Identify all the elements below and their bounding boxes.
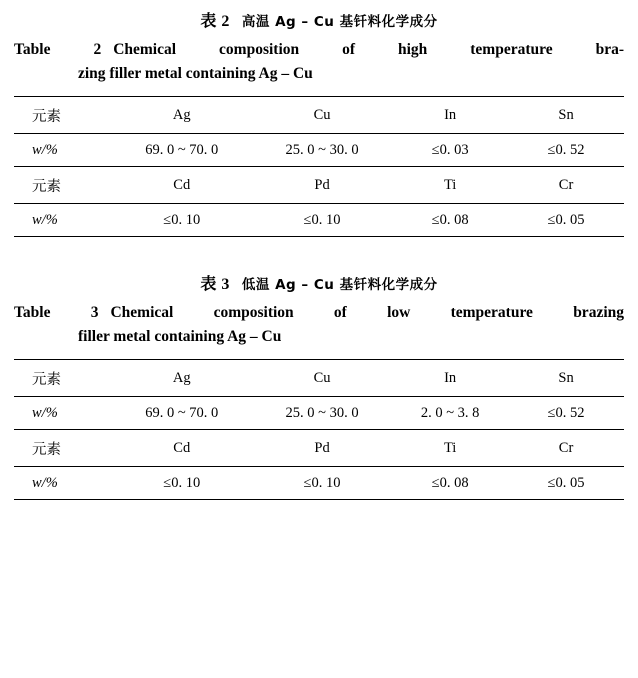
table-row bbox=[14, 467, 624, 500]
table-row bbox=[14, 204, 624, 237]
table-3-row2-cell1: 69. 0 ~ 70. 0 bbox=[112, 397, 252, 430]
table-2-row2-cell4: ≤0. 52 bbox=[508, 134, 624, 167]
table-2-caption-english-line2: zing filler metal containing Ag – Cu bbox=[78, 65, 313, 83]
table-2-caption-english-line1 bbox=[14, 38, 624, 62]
table-3-row2-cell4: ≤0. 52 bbox=[508, 397, 624, 430]
table-3-row3-cell3: Ti bbox=[392, 430, 508, 467]
table-2-row1-cell1: Ag bbox=[112, 97, 252, 134]
table-3-caption-english-line1 bbox=[14, 301, 624, 325]
table-3-row4-cell3: ≤0. 08 bbox=[392, 467, 508, 500]
table-2-caption-english-label: Table 2 bbox=[14, 41, 102, 58]
table-3-caption-english-text1: Chemical composition of low temperature brazing bbox=[110, 304, 624, 322]
table-3 bbox=[14, 359, 624, 500]
table-3-row1-cell1: Ag bbox=[112, 360, 252, 397]
table-block-2 bbox=[14, 10, 624, 237]
table-2-row3-cell3: Ti bbox=[392, 167, 508, 204]
table-3-row3-cell2: Pd bbox=[252, 430, 392, 467]
table-2-row4-cell2: ≤0. 10 bbox=[252, 204, 392, 237]
top-spacer bbox=[14, 0, 624, 10]
table-2-caption-chinese-text: 高温 Ag – Cu 基钎料化学成分 bbox=[241, 14, 438, 30]
table-3-row2-cell3: 2. 0 ~ 3. 8 bbox=[392, 397, 508, 430]
block-gap bbox=[14, 237, 624, 273]
table-2-row2-cell1: 69. 0 ~ 70. 0 bbox=[112, 134, 252, 167]
table-2-row4-label: w/% bbox=[14, 204, 112, 237]
table-2-caption-chinese bbox=[14, 10, 624, 34]
table-2-caption-english-text1: Chemical composition of high temperature bra- bbox=[113, 41, 624, 58]
table-2-row1-cell2: Cu bbox=[252, 97, 392, 134]
table-3-row2-label: w/% bbox=[14, 397, 112, 430]
table-2-row2-label: w/% bbox=[14, 134, 112, 167]
table-3-caption-english-line2: filler metal containing Ag – Cu bbox=[78, 328, 282, 346]
table-2-row2-cell2: 25. 0 ~ 30. 0 bbox=[252, 134, 392, 167]
table-2-row3-cell2: Pd bbox=[252, 167, 392, 204]
table-3-row1-label: 元素 bbox=[14, 360, 112, 397]
table-2-row3-label: 元素 bbox=[14, 167, 112, 204]
table-row bbox=[14, 134, 624, 167]
table-2-row1-cell4: Sn bbox=[508, 97, 624, 134]
table-2-row3-cell4: Cr bbox=[508, 167, 624, 204]
table-2-caption-chinese-number: 表 2 bbox=[200, 13, 230, 30]
table-3-row3-cell1: Cd bbox=[112, 430, 252, 467]
table-2-row4-cell4: ≤0. 05 bbox=[508, 204, 624, 237]
table-3-caption-chinese-text: 低温 Ag – Cu 基钎料化学成分 bbox=[241, 277, 438, 294]
table-3-row4-cell4: ≤0. 05 bbox=[508, 467, 624, 500]
table-3-row3-cell4: Cr bbox=[508, 430, 624, 467]
table-3-row3-label: 元素 bbox=[14, 430, 112, 467]
table-row bbox=[14, 397, 624, 430]
table-2-row4-cell3: ≤0. 08 bbox=[392, 204, 508, 237]
table-3-row4-cell1: ≤0. 10 bbox=[112, 467, 252, 500]
table-row bbox=[14, 97, 624, 134]
table-3-caption-chinese-number: 表 3 bbox=[200, 276, 230, 294]
table-3-caption-english-label: Table 3 bbox=[14, 304, 99, 322]
table-2-row1-label: 元素 bbox=[14, 97, 112, 134]
table-2-row2-cell3: ≤0. 03 bbox=[392, 134, 508, 167]
table-3-row1-cell2: Cu bbox=[252, 360, 392, 397]
table-2-row3-cell1: Cd bbox=[112, 167, 252, 204]
table-block-3 bbox=[14, 273, 624, 500]
table-3-row1-cell4: Sn bbox=[508, 360, 624, 397]
table-3-row4-label: w/% bbox=[14, 467, 112, 500]
table-row bbox=[14, 430, 624, 467]
table-2-row1-cell3: In bbox=[392, 97, 508, 134]
table-3-caption-chinese bbox=[14, 273, 624, 297]
table-3-row2-cell2: 25. 0 ~ 30. 0 bbox=[252, 397, 392, 430]
table-2-row4-cell1: ≤0. 10 bbox=[112, 204, 252, 237]
table-3-row4-cell2: ≤0. 10 bbox=[252, 467, 392, 500]
table-3-row1-cell3: In bbox=[392, 360, 508, 397]
table-row bbox=[14, 360, 624, 397]
table-row bbox=[14, 167, 624, 204]
table-2 bbox=[14, 96, 624, 237]
